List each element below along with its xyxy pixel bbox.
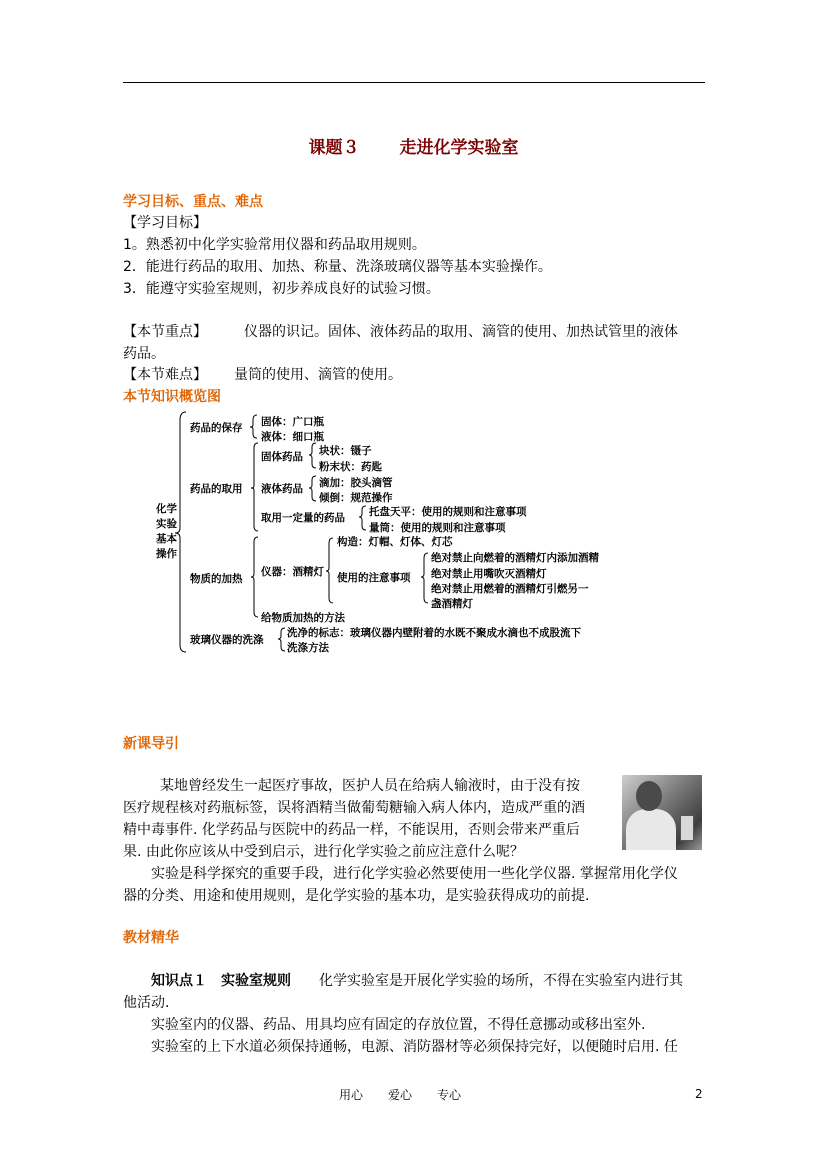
diagram-note-3: 绝对禁止用燃着的酒精灯引燃另一	[431, 583, 589, 595]
knowledge-point-1-line: 实验室内的仪器、药品、用具均应有固定的存放位置，不得任意挪动或移出室外.	[151, 1017, 646, 1033]
footer-motto-2: 爱心	[388, 1088, 413, 1102]
diagram-taking: 药品的取用	[190, 483, 243, 495]
intro-paragraph-line: 果. 由此你应该从中受到启示，进行化学实验之前应注意什么呢？	[123, 844, 524, 860]
diagram-wash-clean: 洗净的标志：玻璃仪器内壁附着的水既不聚成水滴也不成股流下	[287, 627, 581, 639]
intro-paragraph-line: 某地曾经发生一起医疗事故，医护人员在给病人输液时，由于没有按	[160, 778, 580, 794]
diagram-root-2: 实验	[156, 518, 177, 530]
goals-heading: 学习目标、重点、难点	[123, 194, 263, 210]
goal-item: 3．能遵守实验室规则，初步养成良好的试验习惯。	[123, 281, 440, 297]
diagram-fixed: 取用一定量的药品	[261, 512, 345, 524]
knowledge-point-1-text: 化学实验室是开展化学实验的场所，不得在实验室内进行其	[319, 973, 683, 989]
diagram-fixed-balance: 托盘天平：使用的规则和注意事项	[369, 506, 527, 518]
intro-paragraph-line: 精中毒事件. 化学药品与医院中的药品一样，不能误用，否则会带来严重后	[123, 822, 580, 838]
overview-heading: 本节知识概览图	[123, 389, 221, 405]
key-points-label: 【本节重点】	[123, 324, 207, 340]
diagram-liquid-pour: 倾倒：规范操作	[319, 492, 393, 504]
diagram-storage: 药品的保存	[190, 422, 243, 434]
intro-paragraph-line: 实验是科学探究的重要手段，进行化学实验必然要使用一些化学仪器. 掌握常用化学仪	[151, 866, 678, 882]
intro-heading: 新课导引	[123, 736, 179, 752]
page-title: 课题３ 走进化学实验室	[308, 138, 519, 158]
diagram-note-1: 绝对禁止向燃着的酒精灯内添加酒精	[431, 552, 599, 564]
knowledge-point-1-line: 实验室的上下水道必须保持通畅，电源、消防器材等必须保持完好，以便随时启用. 任	[151, 1039, 678, 1055]
intro-paragraph-line: 器的分类、用途和使用规则，是化学实验的基本功，是实验获得成功的前提.	[123, 888, 590, 904]
diagram-wash-method: 洗涤方法	[287, 642, 329, 654]
diagram-structure: 构造：灯帽、灯体、灯芯	[337, 536, 453, 548]
essence-heading: 教材精华	[123, 930, 179, 946]
difficulty-text: 量筒的使用、滴管的使用。	[234, 367, 402, 383]
knowledge-point-1-line: 他活动.	[123, 995, 170, 1011]
diagram-root-1: 化学	[156, 503, 177, 515]
diagram-notes: 使用的注意事项	[337, 572, 411, 584]
diagram-root-3: 基本	[156, 533, 177, 545]
diagram-note-3-cont: 盏酒精灯	[431, 598, 473, 610]
diagram-liquid: 液体药品	[261, 483, 303, 495]
diagram-solid: 固体药品	[261, 451, 303, 463]
footer-motto-3: 专心	[437, 1088, 462, 1102]
diagram-solid-powder: 粉末状：药匙	[319, 461, 382, 473]
diagram-root-4: 操作	[156, 548, 177, 560]
goal-item: 2．能进行药品的取用、加热、称量、洗涤玻璃仪器等基本实验操作。	[123, 259, 552, 275]
page-number: 2	[695, 1087, 703, 1101]
diagram-heating: 物质的加热	[190, 573, 243, 585]
diagram-liquid-drop: 滴加：胶头滴管	[319, 477, 393, 489]
difficulty-label: 【本节难点】	[123, 367, 207, 383]
diagram-instrument: 仪器：酒精灯	[261, 566, 324, 578]
intro-paragraph-line: 医疗规程核对药瓶标签，误将酒精当做葡萄糖输入病人体内，造成严重的酒	[123, 800, 585, 816]
key-points-text-cont: 药品。	[123, 346, 165, 362]
diagram-storage-liquid: 液体：细口瓶	[261, 431, 324, 443]
goal-item: 1。熟悉初中化学实验常用仪器和药品取用规则。	[123, 237, 426, 253]
doctor-photo	[622, 775, 702, 850]
diagram-storage-solid: 固体：广口瓶	[261, 416, 324, 428]
diagram-solid-block: 块状：镊子	[319, 445, 372, 457]
diagram-heat-method: 给物质加热的方法	[261, 612, 345, 624]
key-points-text: 仪器的识记。固体、液体药品的取用、滴管的使用、加热试管里的液体	[244, 324, 678, 340]
diagram-fixed-cylinder: 量筒：使用的规则和注意事项	[369, 522, 506, 534]
diagram-note-2: 绝对禁止用嘴吹灭酒精灯	[431, 568, 547, 580]
goals-label: 【学习目标】	[123, 215, 207, 231]
knowledge-point-1-label: 知识点１ 实验室规则	[151, 973, 291, 989]
diagram-washing: 玻璃仪器的洗涤	[190, 634, 264, 646]
footer-motto-1: 用心	[339, 1088, 364, 1102]
